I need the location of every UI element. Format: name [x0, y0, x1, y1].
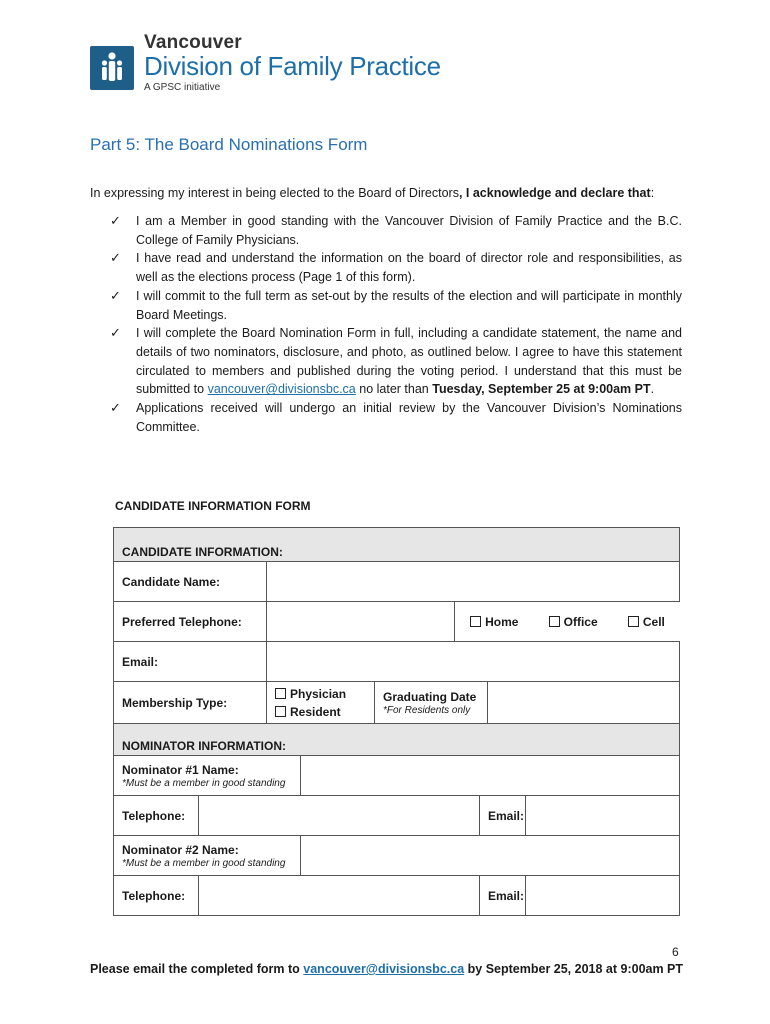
checkmark-icon: ✓ [110, 287, 121, 303]
submission-email-link[interactable]: vancouver@divisionsbc.ca [207, 382, 356, 397]
phone-options-row [454, 602, 680, 642]
logo-division-text: Division of Family Practice [144, 51, 441, 81]
checklist-item-text: I will complete the Board Nomination Form in full, including a candidate statement, the name and details of two nominators, disclosure, and photo, as outlined below. I agree to have this statement circulated to members and published during the voting period. I understand that this must be submitted to [136, 326, 682, 397]
checklist-item-text: I am a Member in good standing with the Vancouver Division of Family Practice and the B.C. College of Family Physicians. [136, 214, 682, 247]
family-figures-icon [90, 46, 134, 90]
candidate-info-header: CANDIDATE INFORMATION: [114, 528, 680, 562]
footer-email-link[interactable]: vancouver@divisionsbc.ca [303, 962, 465, 976]
checklist-item [90, 287, 682, 324]
deadline-text: Tuesday, September 25 at 9:00am PT [432, 382, 651, 397]
membership-options [267, 682, 375, 724]
candidate-name-label: Candidate Name: [114, 562, 267, 602]
membership-type-label: Membership Type: [114, 682, 267, 724]
cell-checkbox[interactable] [628, 615, 665, 629]
page-number: 6 [672, 945, 679, 959]
intro-end: : [650, 186, 655, 200]
checklist-item-text: I have read and understand the information on the board of director role and responsibilities, as well as the elections process (Page 1 of this form). [136, 251, 682, 285]
nominator2-name-field[interactable] [301, 836, 680, 876]
physician-checkbox[interactable] [275, 685, 366, 703]
office-option-label: Office [563, 615, 598, 629]
nominator2-telephone-label: Telephone: [114, 876, 199, 916]
checklist-item-text: Applications received will undergo an initial review by the Vancouver Division’s Nominations Committee. [136, 401, 682, 434]
nominator-info-header: NOMINATOR INFORMATION: [114, 724, 680, 756]
division-logo [90, 32, 470, 96]
checkbox-icon [275, 688, 286, 699]
nominator1-telephone-field[interactable] [199, 796, 480, 836]
nominator1-email-label: Email: [480, 796, 526, 836]
logo-vancouver-text: Vancouver [144, 32, 242, 53]
nominator2-name-label [114, 836, 301, 876]
checklist-item-text: no later than [359, 382, 429, 397]
footer-suffix: by September 25, 2018 at 9:00am PT [467, 962, 684, 976]
checklist-item [90, 212, 682, 249]
nominator1-name-label [114, 756, 301, 796]
checklist-item-end: . [650, 382, 655, 397]
checkbox-icon [628, 616, 639, 627]
nominator-info-table [113, 723, 680, 916]
footer-prefix: Please email the completed form to [90, 962, 300, 976]
cell-option-label: Cell [642, 615, 665, 629]
physician-option-label: Physician [290, 686, 347, 701]
checklist-item [90, 249, 682, 286]
checkmark-icon: ✓ [110, 325, 121, 341]
graduating-date-label [375, 682, 488, 724]
page-title: Part 5: The Board Nominations Form [90, 135, 368, 154]
nominator1-telephone-label: Telephone: [114, 796, 199, 836]
checkbox-icon [549, 616, 560, 627]
nominator2-note: *Must be a member in good standing [122, 857, 286, 869]
intro-text: In expressing my interest in being elected to the Board of Directors [90, 186, 459, 200]
nominator2-label-text: Nominator #2 Name: [122, 842, 239, 857]
nominator2-telephone-field[interactable] [199, 876, 480, 916]
resident-option-label: Resident [290, 704, 341, 719]
resident-checkbox[interactable] [275, 703, 366, 721]
nominator2-email-label: Email: [480, 876, 526, 916]
candidate-form-heading: CANDIDATE INFORMATION FORM [115, 499, 311, 513]
checkbox-icon [470, 616, 481, 627]
footer-instruction [90, 962, 683, 976]
candidate-contact-table [113, 641, 680, 724]
intro-statement [90, 186, 654, 200]
email-field[interactable] [267, 642, 680, 682]
nominator1-label-text: Nominator #1 Name: [122, 762, 239, 777]
intro-bold-text: , I acknowledge and declare that [458, 186, 651, 200]
email-label: Email: [114, 642, 267, 682]
checklist-item [90, 324, 682, 399]
checkbox-icon [275, 706, 286, 717]
nominator1-name-field[interactable] [301, 756, 680, 796]
declaration-checklist [90, 212, 682, 436]
graduating-date-note: *For Residents only [383, 704, 471, 716]
checkmark-icon: ✓ [110, 250, 121, 266]
home-checkbox[interactable] [470, 615, 518, 629]
nominator1-email-field[interactable] [526, 796, 680, 836]
candidate-name-field[interactable] [267, 562, 680, 602]
home-option-label: Home [485, 615, 519, 629]
logo-gpsc-text: A GPSC initiative [144, 82, 221, 93]
graduating-date-field[interactable] [488, 682, 680, 724]
checkmark-icon: ✓ [110, 213, 121, 228]
graduating-date-title: Graduating Date [383, 689, 477, 704]
nominator2-email-field[interactable] [526, 876, 680, 916]
checklist-item [90, 399, 682, 436]
nominator1-note: *Must be a member in good standing [122, 777, 286, 789]
checkmark-icon: ✓ [110, 400, 121, 416]
office-checkbox[interactable] [549, 615, 598, 629]
checklist-item-text: I will commit to the full term as set-out by the results of the election and will participate in monthly Board Meetings. [136, 288, 682, 322]
telephone-label: Preferred Telephone: [114, 602, 267, 642]
